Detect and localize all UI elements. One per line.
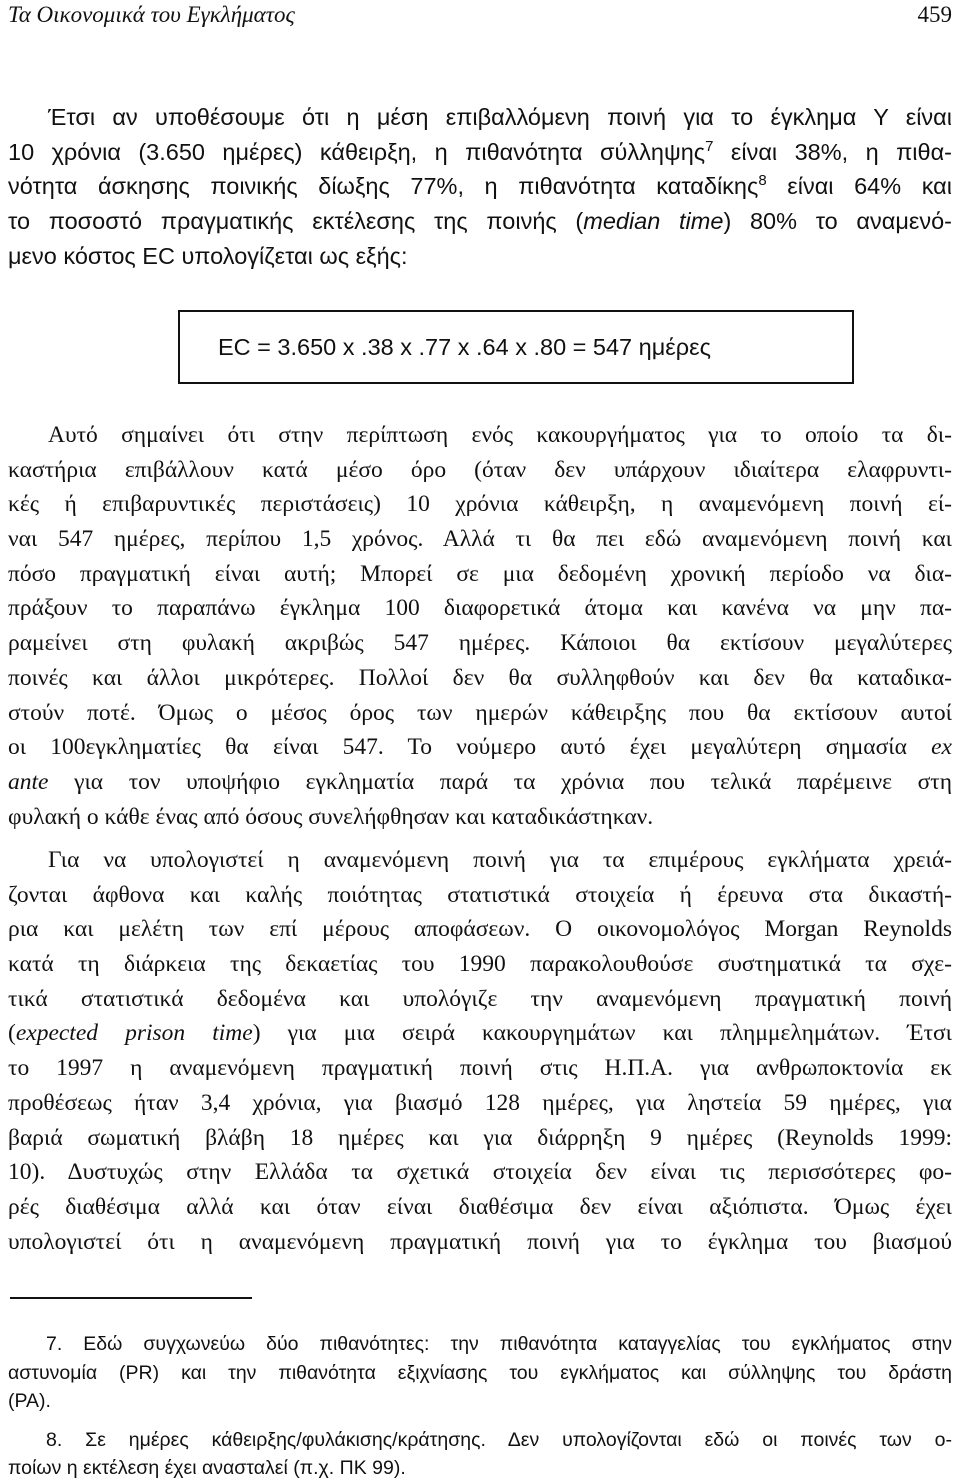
- text-run: Αλλά τι θα πει εδώ αναμενόμενη ποινή και: [423, 526, 952, 553]
- text-run: το 1997 η αναμενόμενη πραγματική ποινή στις Η.Π.Α. για ανθρωποκτονία εκ: [8, 1055, 952, 1082]
- text-run: κατά τη διάρκεια της δεκαετίας του 1990 παρακολουθούσε συστηματικά τα σχε-: [8, 951, 952, 978]
- text-run: καστήρια επιβάλλουν κατά μέσο όρο (όταν δεν υπάρχουν ιδιαίτερα ελαφρυντι-: [8, 456, 952, 483]
- italic-term: median time: [583, 208, 724, 235]
- text-line: [8, 135, 952, 170]
- text-run: υπολογιστεί ότι η αναμενόμενη πραγματική ποινή για το έγκλημα του βιασμού: [8, 1228, 952, 1255]
- text-line: [8, 1155, 952, 1190]
- footnote-7: [8, 1330, 952, 1416]
- running-header: [8, 0, 952, 30]
- text-run: ποίων η εκτέλεση έχει ανασταλεί (π.χ. ΠΚ 99).: [8, 1457, 406, 1479]
- text-line: [8, 1387, 952, 1416]
- text-run: Αυτό σημαίνει ότι στην περίπτωση ενός κακουργήματος για το οποίο τα δι-: [48, 422, 952, 448]
- text-run: ) για μια σειρά κακουργημάτων και πλημμελημάτων. Έτσι: [252, 1020, 953, 1047]
- text-line: [8, 661, 952, 696]
- paragraph-2: [8, 418, 952, 834]
- text-run: Για να υπολογιστεί η αναμενόμενη ποινή για τα επιμέρους εγκλήματα χρειά-: [48, 847, 952, 873]
- text-line: [8, 912, 952, 947]
- text-run: 8. Σε ημέρες κάθειρξης/φυλάκισης/κράτησης. Δεν υπολογίζονται εδώ οι ποινές των ο-: [46, 1428, 952, 1451]
- text-line: [8, 169, 952, 204]
- text-line: [8, 626, 952, 661]
- text-run: 7. Εδώ συγχωνεύω δύο πιθανότητες: την πιθανότητα καταγγελίας του εγκλήματος στην: [46, 1333, 952, 1355]
- text-run: ναι 547 ημέρες, περίπου 1,5 χρόνος.: [8, 526, 424, 553]
- footnote-ref-8[interactable]: 8: [758, 172, 767, 190]
- footnote-gap: [8, 1416, 952, 1426]
- text-run: 10 χρόνια (3.650 ημέρες) κάθειρξη, η πιθανότητα σύλληψης: [8, 138, 706, 165]
- footnote-divider: [10, 1297, 252, 1299]
- text-run: προθέσεως ήταν 3,4 χρόνια, για βιασμό 128 ημέρες, για ληστεία 59 ημέρες, για: [8, 1089, 952, 1116]
- text-run: ) 80% το αναμενό-: [723, 208, 953, 235]
- text-run: (PA).: [8, 1390, 51, 1412]
- text-line: [8, 522, 952, 557]
- text-run: ρές διαθέσιμα αλλά και όταν είναι διαθέσιμα δεν είναι αξιόπιστα. Όμως έχει: [8, 1193, 952, 1220]
- text-run: μενο κόστος EC υπολογίζεται ως εξής:: [8, 242, 408, 269]
- italic-term: expected prison time: [15, 1020, 253, 1047]
- text-run: ρια και μελέτη των επί μέρους αποφάσεων. Ο οικονομολόγος Morgan Reynolds: [8, 916, 952, 943]
- text-run: αστυνομία (PR) και την πιθανότητα εξιχνίασης του εγκλήματος και σύλληψης του δράστη: [8, 1361, 952, 1384]
- text-line: [8, 557, 952, 592]
- text-run: ποινές και άλλοι μικρότερες. Πολλοί δεν θα συλληφθούν και δεν θα καταδικα-: [8, 664, 952, 691]
- text-run: τικά στατιστικά δεδομένα και υπολόγιζε την αναμενόμενη πραγματική ποινή: [8, 985, 952, 1012]
- italic-term: ex: [931, 734, 952, 761]
- text-line: [8, 982, 952, 1017]
- text-run: ραμείνει στη φυλακή ακριβώς 547 ημέρες. Κάποιοι θα εκτίσουν μεγαλύτερες: [8, 630, 952, 657]
- text-line: [8, 1086, 952, 1121]
- paragraph-3: [8, 843, 952, 1259]
- italic-term: ante: [8, 768, 49, 795]
- text-line: [8, 1016, 952, 1051]
- paragraph-1: [8, 100, 952, 273]
- text-line: [8, 1454, 952, 1483]
- footnote-ref-7[interactable]: 7: [705, 137, 714, 155]
- equation-box: [178, 310, 854, 384]
- page-number: 459: [917, 2, 952, 27]
- text-line: [8, 843, 952, 878]
- text-line: [8, 1190, 952, 1225]
- text-line: [8, 487, 952, 522]
- text-run: Έτσι αν υποθέσουμε ότι η μέση επιβαλλόμενη ποινή για το έγκλημα Υ είναι: [48, 104, 952, 130]
- text-line: [8, 239, 952, 274]
- text-line: [8, 765, 952, 800]
- text-run: κές ή επιβαρυντικές περιστάσεις) 10 χρόνια κάθειρξη, η αναμενόμενη ποινή εί-: [8, 491, 952, 518]
- text-run: 10). Δυστυχώς στην Ελλάδα τα σχετικά στοιχεία δεν είναι τις περισσότερες φο-: [8, 1159, 952, 1186]
- text-line: [8, 453, 952, 488]
- footnote-8: [8, 1426, 952, 1483]
- text-run: πόσο πραγματική είναι αυτή; Μπορεί σε μια δεδομένη χρονική περίοδο να δια-: [8, 560, 952, 587]
- text-line: [8, 730, 952, 765]
- running-title: Τα Οικονομικά του Εγκλήματος: [8, 2, 295, 27]
- text-run: πράξουν το παραπάνω έγκλημα 100 διαφορετικά άτομα και κανένα να μην πα-: [8, 595, 952, 622]
- text-line: [8, 591, 952, 626]
- text-line: [8, 800, 952, 835]
- text-run: στούν ποτέ. Όμως ο μέσος όρος των ημερών κάθειρξης που θα εκτίσουν αυτοί: [8, 699, 952, 726]
- text-line: [8, 100, 952, 135]
- text-line: [8, 1330, 952, 1359]
- text-run: το ποσοστό πραγματικής εκτέλεσης της ποινής (: [8, 208, 584, 235]
- text-line: [8, 696, 952, 731]
- text-line: [8, 1051, 952, 1086]
- text-run: (: [8, 1020, 16, 1047]
- text-run: ζονται άφθονα και καλής ποιότητας στατιστικά στοιχεία ή έρευνα στα δικαστή-: [8, 881, 952, 908]
- footnotes: [8, 1330, 952, 1483]
- equation-text: EC = 3.650 x .38 x .77 x .64 x .80 = 547 ημέρες: [218, 334, 711, 360]
- text-run: βαριά σωματική βλάβη 18 ημέρες και για διάρρηξη 9 ημέρες (Reynolds 1999:: [8, 1124, 952, 1151]
- text-line: [8, 1359, 952, 1388]
- text-line: [8, 418, 952, 453]
- text-line: [8, 1225, 952, 1260]
- text-run: είναι 38%, η πιθα-: [713, 138, 952, 165]
- text-run: για τον υποψήφιο εγκληματία παρά τα χρόνια που τελικά παρέμεινε στη: [48, 768, 952, 795]
- text-run: είναι 64% και: [766, 173, 952, 200]
- text-run: φυλακή ο κάθε ένας από όσους συνελήφθησαν και καταδικάστηκαν.: [8, 803, 654, 830]
- text-run: οι 100εγκληματίες θα είναι 547. Το νούμερο αυτό έχει μεγαλύτερη σημασία: [8, 734, 932, 761]
- text-line: [8, 878, 952, 913]
- text-line: [8, 947, 952, 982]
- text-run: νότητα άσκησης ποινικής δίωξης 77%, η πιθανότητα καταδίκης: [8, 173, 759, 200]
- text-line: [8, 1121, 952, 1156]
- text-line: [8, 204, 952, 239]
- text-line: [8, 1426, 952, 1455]
